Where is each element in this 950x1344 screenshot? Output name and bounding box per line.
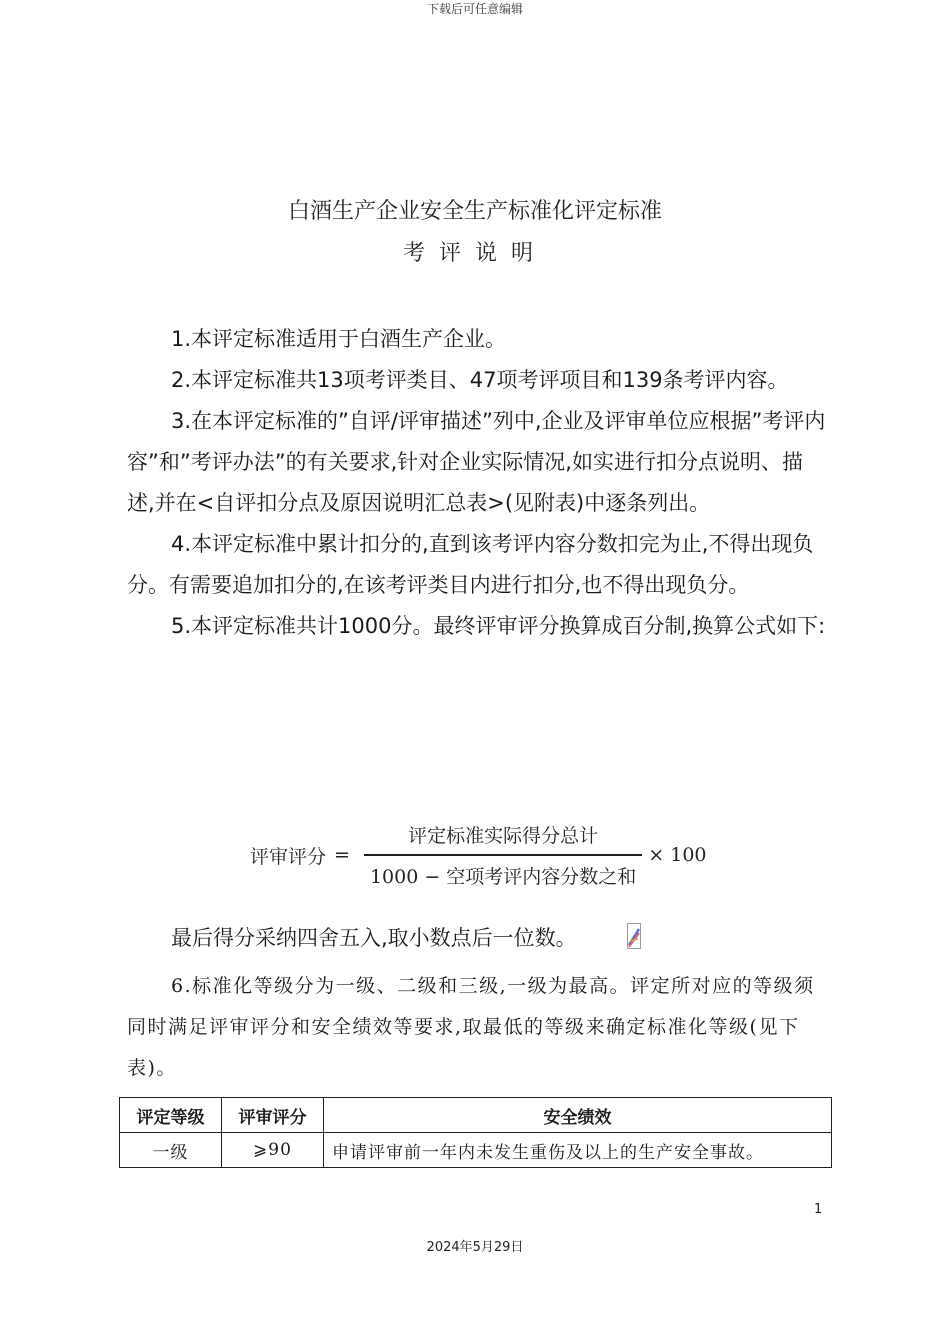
document-title: 白酒生产企业安全生产标准化评定标准 bbox=[287, 199, 662, 224]
paragraph-5: 5.本评定标准共计1000分。最终评审评分换算成百分制,换算公式如下: bbox=[171, 614, 826, 638]
page-number: 1 bbox=[814, 1202, 823, 1217]
paragraph-4: 4.本评定标准中累计扣分的,直到该考评内容分数扣完为止,不得出现负分。有需要追加扣分的,在该考评类目内进行扣分,也不得出现负分。 bbox=[127, 532, 814, 597]
pencil-edit-icon bbox=[583, 922, 597, 948]
instructions-block bbox=[127, 319, 827, 647]
paragraph-3: 3.在本评定标准的”自评/评审描述”列中,企业及评审单位应根据”考评内容”和”考评办法”的有关要求,针对企业实际情况,如实进行扣分点说明、描述,并在<自评扣分点及原因说明汇总表>(见附表)中逐条列出。 bbox=[127, 409, 826, 515]
grade-table bbox=[119, 1097, 832, 1168]
formula-multiplier: × 100 bbox=[648, 844, 707, 866]
score-formula bbox=[250, 822, 707, 888]
formula-lhs: 评审评分 bbox=[250, 845, 327, 868]
paragraph-2: 2.本评定标准共13项考评类目、47项考评项目和139条考评内容。 bbox=[171, 368, 789, 392]
table-row bbox=[120, 1133, 832, 1168]
formula-numerator: 评定标准实际得分总计 bbox=[408, 825, 599, 848]
paragraph-6-block bbox=[127, 966, 827, 1089]
header-score: 评审评分 bbox=[222, 1098, 324, 1133]
footer-date: 2024年5月29日 bbox=[426, 1240, 524, 1255]
rounding-note bbox=[127, 918, 827, 959]
document-subtitle: 考评说明 bbox=[402, 241, 547, 266]
formula-denominator: 1000 − 空项考评内容分数之和 bbox=[369, 865, 637, 888]
paragraph-1: 1.本评定标准适用于白酒生产企业。 bbox=[171, 327, 507, 351]
rounding-note-block bbox=[127, 918, 827, 959]
header-grade: 评定等级 bbox=[120, 1098, 222, 1133]
table-header-row bbox=[120, 1098, 832, 1133]
header-performance: 安全绩效 bbox=[324, 1098, 832, 1133]
paragraph-6: 6.标准化等级分为一级、二级和三级,一级为最高。评定所对应的等级须同时满足评审评分和安全绩效等要求,取最低的等级来确定标准化等级(见下表)。 bbox=[127, 975, 815, 1079]
rounding-note-text: 最后得分采纳四舍五入,取小数点后一位数。 bbox=[171, 926, 577, 950]
formula-fraction bbox=[364, 821, 642, 889]
cell-performance: 申请评审前一年内未发生重伤及以上的生产安全事故。 bbox=[324, 1133, 832, 1168]
page-header-note: 下载后可任意编辑 bbox=[426, 2, 523, 16]
cell-score: ⩾90 bbox=[222, 1133, 324, 1168]
formula-equals: = bbox=[334, 844, 350, 866]
cell-grade: 一级 bbox=[120, 1133, 222, 1168]
